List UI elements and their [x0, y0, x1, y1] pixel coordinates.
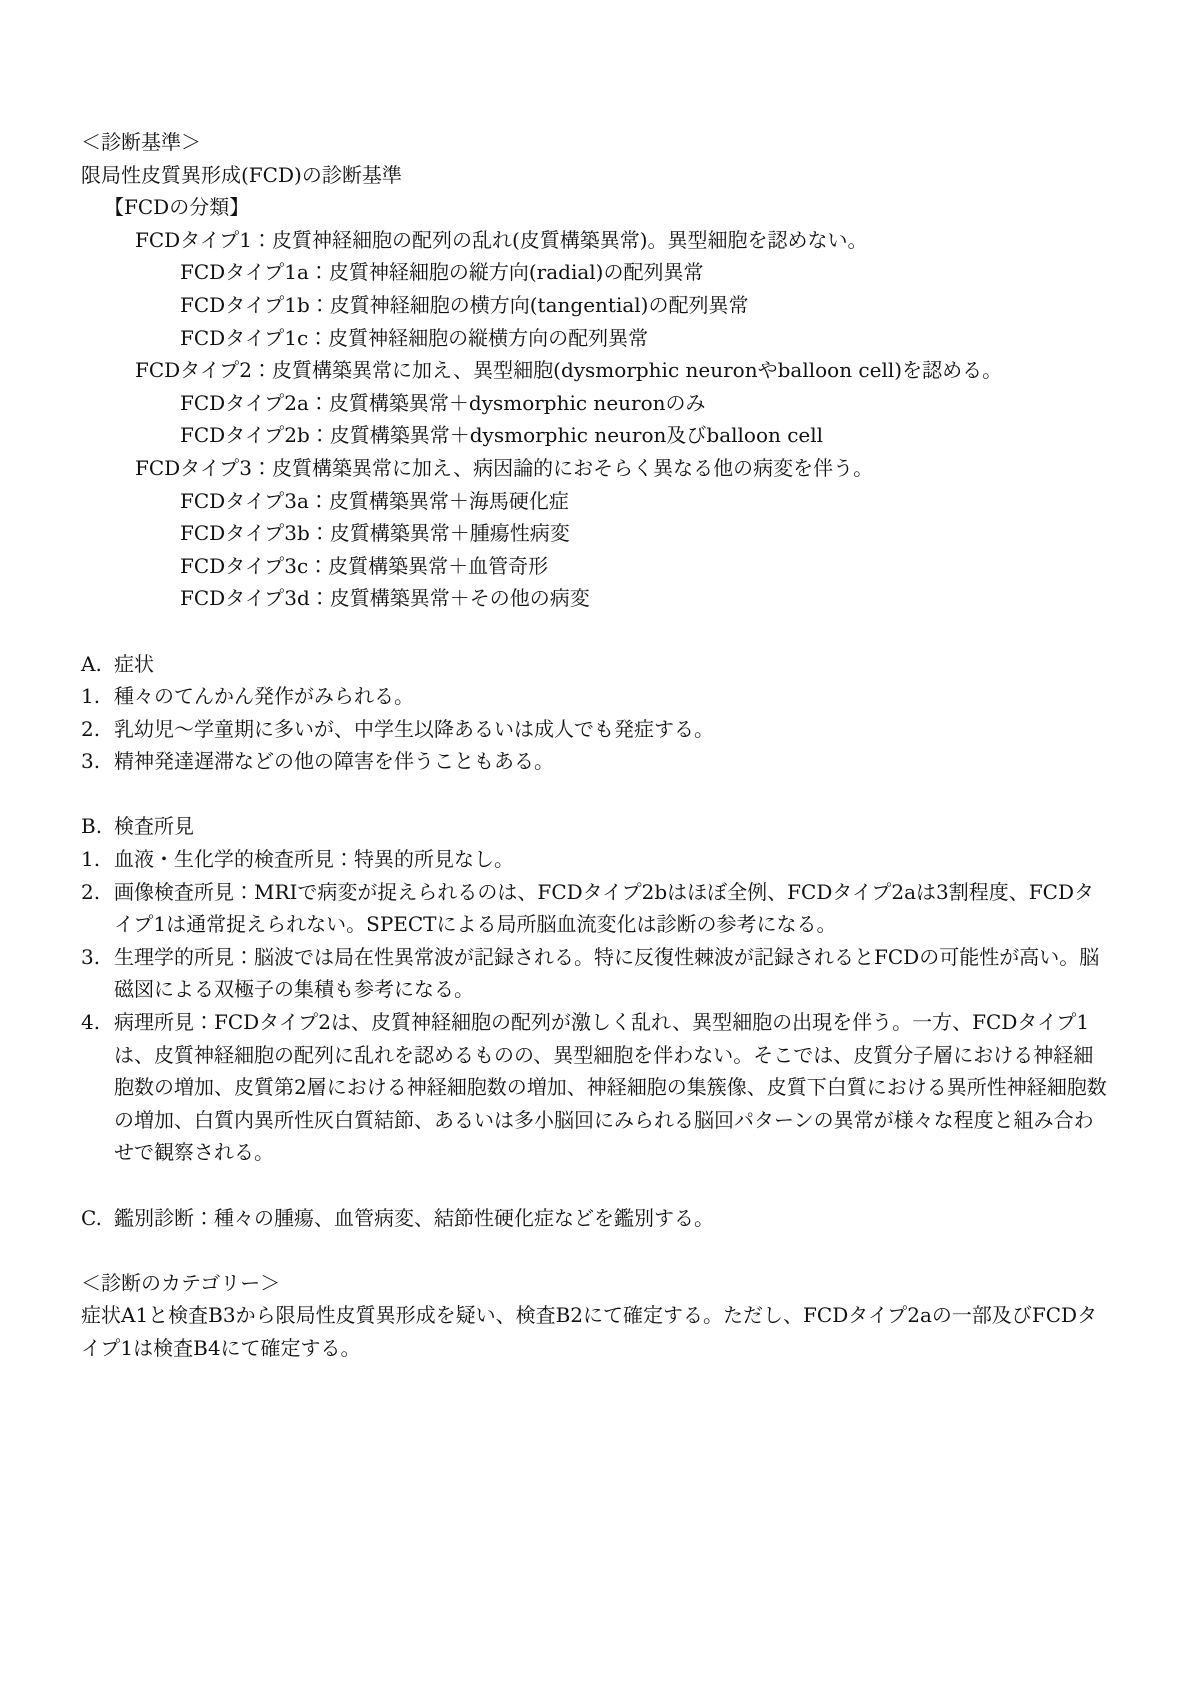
- item-number: 1.: [81, 847, 101, 872]
- item-text: 生理学的所見：脳波では局在性異常波が記録される。特に反復性棘波が記録されるとFCDの可能性が高い。脳磁図による双極子の集積も参考になる。: [114, 944, 1100, 1002]
- item-text: 精神発達遅滞などの他の障害を伴うこともある。: [114, 749, 554, 774]
- finding-item-1: [81, 843, 1111, 876]
- spacer: [81, 1234, 1111, 1267]
- item-number: 4.: [81, 1010, 101, 1035]
- finding-item-4: [81, 1006, 1111, 1169]
- fcd-type-3: FCDタイプ3：皮質構築異常に加え、病因論的におそらく異なる他の病変を伴う。: [135, 455, 874, 480]
- fcd-type-3b: FCDタイプ3b：皮質構築異常＋腫瘍性病変: [180, 521, 570, 546]
- fcd-type-1b: FCDタイプ1b：皮質神経細胞の横方向(tangential)の配列異常: [180, 292, 749, 317]
- symptom-item-3: [81, 745, 1111, 778]
- category-heading: ＜診断のカテゴリー＞: [81, 1270, 281, 1295]
- section-a-label: A.: [81, 651, 102, 676]
- spacer: [81, 778, 1111, 811]
- fcd-type-2: FCDタイプ2：皮質構築異常に加え、異型細胞(dysmorphic neuronやballoon cell)を認める。: [135, 358, 1003, 383]
- section-b-heading: [81, 810, 1111, 843]
- item-text: 画像検査所見：MRIで病変が捉えられるのは、FCDタイプ2bはほぼ全例、FCDタイプ2aは3割程度、FCDタイプ1は通常捉えられない。SPECTによる局所脳血流変化は診断の参考になる。: [114, 879, 1094, 937]
- fcd-type-1a: FCDタイプ1a：皮質神経細胞の縦方向(radial)の配列異常: [180, 260, 704, 285]
- section-c-line: [81, 1202, 1111, 1235]
- category-body: 症状A1と検査B3から限局性皮質異形成を疑い、検査B2にて確定する。ただし、FCDタイプ2aの一部及びFCDタイプ1は検査B4にて確定する。: [81, 1303, 1098, 1360]
- symptom-item-1: [81, 680, 1111, 713]
- section-a-heading: [81, 648, 1111, 681]
- item-number: 3.: [81, 749, 101, 774]
- finding-item-2: [81, 876, 1111, 941]
- fcd-type-2b: FCDタイプ2b：皮質構築異常＋dysmorphic neuron及びballoon cell: [180, 423, 824, 448]
- classification-heading: 【FCDの分類】: [104, 195, 250, 220]
- fcd-type-1c: FCDタイプ1c：皮質神経細胞の縦横方向の配列異常: [180, 325, 649, 350]
- section-c-label: C.: [81, 1205, 102, 1230]
- item-text: 種々のてんかん発作がみられる。: [114, 684, 414, 709]
- item-number: 2.: [81, 879, 101, 904]
- section-b-label: B.: [81, 814, 103, 839]
- fcd-type-2a: FCDタイプ2a：皮質構築異常＋dysmorphic neuronのみ: [180, 390, 706, 415]
- fcd-type-3d: FCDタイプ3d：皮質構築異常＋その他の病変: [180, 586, 590, 611]
- section-a-title: 症状: [114, 651, 154, 676]
- fcd-type-1: FCDタイプ1：皮質神経細胞の配列の乱れ(皮質構築異常)。異型細胞を認めない。: [135, 227, 868, 252]
- doc-subtitle: 限局性皮質異形成(FCD)の診断基準: [81, 162, 402, 187]
- fcd-type-3c: FCDタイプ3c：皮質構築異常＋血管奇形: [180, 553, 549, 578]
- spacer: [81, 1169, 1111, 1202]
- section-c-text: 鑑別診断：種々の腫瘍、血管病変、結節性硬化症などを鑑別する。: [114, 1205, 714, 1230]
- doc-title: ＜診断基準＞: [81, 130, 201, 154]
- spacer: [81, 615, 1111, 648]
- finding-item-3: [81, 941, 1111, 1006]
- item-text: 乳幼児～学童期に多いが、中学生以降あるいは成人でも発症する。: [114, 716, 714, 741]
- item-text: 病理所見：FCDタイプ2は、皮質神経細胞の配列が激しく乱れ、異型細胞の出現を伴う。一方、FCDタイプ1は、皮質神経細胞の配列に乱れを認めるものの、異型細胞を伴わない。そこでは、皮質分子層における神経細胞数の増加、皮質第2層における神経細胞数の増加、神経細胞の集簇像、皮質下白質における異所性神経細胞数の増加、白質内異所性灰白質結節、あるいは多小脳回にみられる脳回パターンの異常が様々な程度と組み合わせで観察される。: [114, 1010, 1107, 1165]
- item-number: 2.: [81, 716, 101, 741]
- item-text: 血液・生化学的検査所見：特異的所見なし。: [114, 847, 514, 872]
- symptom-item-2: [81, 713, 1111, 746]
- fcd-type-3a: FCDタイプ3a：皮質構築異常＋海馬硬化症: [180, 488, 569, 513]
- item-number: 3.: [81, 944, 101, 969]
- section-b-title: 検査所見: [114, 814, 194, 839]
- item-number: 1.: [81, 684, 101, 709]
